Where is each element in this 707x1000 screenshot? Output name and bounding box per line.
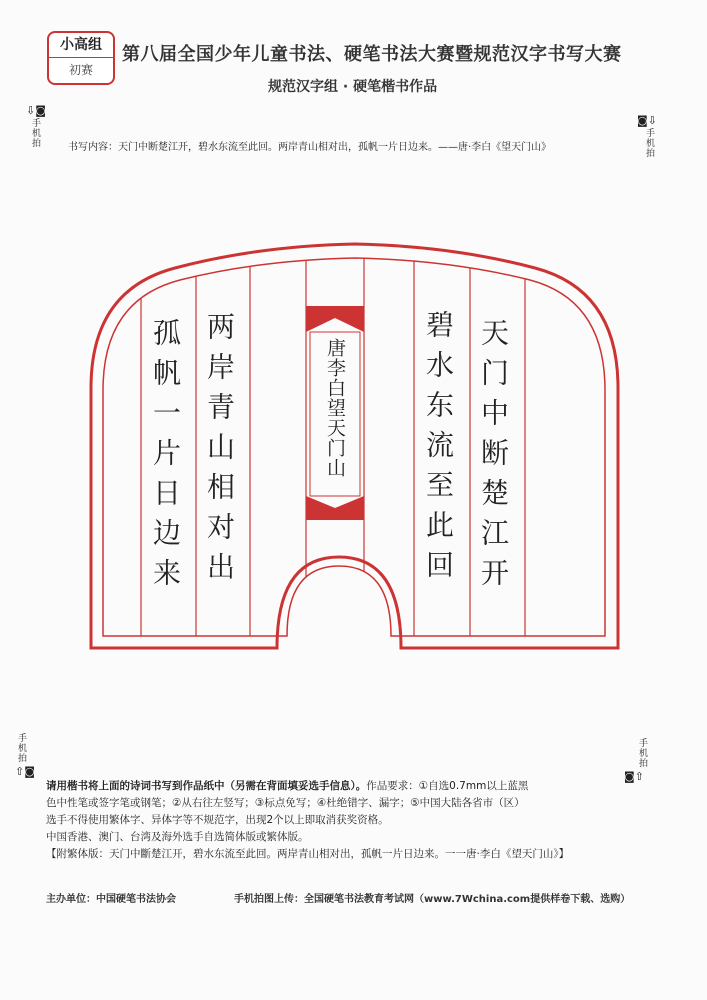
instructions-line-1 — [46, 778, 666, 795]
poem-column-1: 天门中断楚江开 — [477, 318, 510, 598]
poem-title-signature: 唐李白望天门山 — [324, 338, 346, 478]
instructions-lead: 请用楷书将上面的诗词书写到作品纸中（另需在背面填妥选手信息）。 — [46, 780, 367, 792]
writing-content-line: 书写内容：天门中断楚江开，碧水东流至此回。两岸青山相对出，孤帆一片日边来。——唐·李白《望天门山》 — [68, 142, 552, 153]
camera-mark-bottom-left: 手机拍 — [16, 733, 26, 763]
camera-icon-top-left: ⇩◙ — [26, 104, 46, 117]
camera-icon-bottom-left: ⇧◙ — [15, 765, 35, 778]
instructions-requirements: 作品要求：①自选0.7mm以上蓝黑 — [366, 780, 529, 792]
poem-column-4: 孤帆一片日边来 — [149, 318, 182, 598]
instructions-line-5: 【附繁体版：天门中斷楚江开，碧水东流至此回。两岸青山相对出，孤帆一片日边来。一一唐·李白《望天门山》】 — [46, 848, 570, 860]
poem-column-3: 两岸青山相对出 — [203, 312, 236, 592]
camera-icon-top-right: ◙⇩ — [637, 114, 657, 127]
poem-column-2: 碧水东流至此回 — [422, 310, 455, 590]
badge-stage-label: 初赛 — [68, 63, 93, 77]
upload-info-text: 手机拍图上传：全国硬笔书法教育考试网（www.7Wchina.com提供样卷下载、选购） — [234, 894, 631, 905]
organizer-text: 主办单位：中国硬笔书法协会 — [46, 894, 176, 905]
badge-group-label: 小高组 — [49, 33, 113, 58]
page-subtitle: 规范汉字组 · 硬笔楷书作品 — [268, 79, 438, 95]
instructions-line-2: 色中性笔或签字笔或钢笔；②从右往左竖写；③标点免写；④杜绝错字、漏字；⑤中国大陆各省市（区） — [46, 797, 525, 809]
instructions-line-3: 选手不得使用繁体字、异体字等不规范字，出现2个以上即取消获奖资格。 — [46, 814, 389, 826]
instructions-line-4: 中国香港、澳门、台湾及海外选手自选简体版或繁体版。 — [46, 831, 309, 843]
camera-mark-top-right: 手机拍 — [644, 128, 654, 158]
page-title: 第八届全国少年儿童书法、硬笔书法大赛暨规范汉字书写大赛 — [122, 44, 622, 65]
camera-icon-bottom-right: ◙⇧ — [624, 770, 644, 783]
instructions-block — [46, 778, 666, 863]
camera-mark-top-left: 手机拍 — [30, 118, 40, 148]
camera-mark-bottom-right: 手机拍 — [637, 738, 647, 768]
